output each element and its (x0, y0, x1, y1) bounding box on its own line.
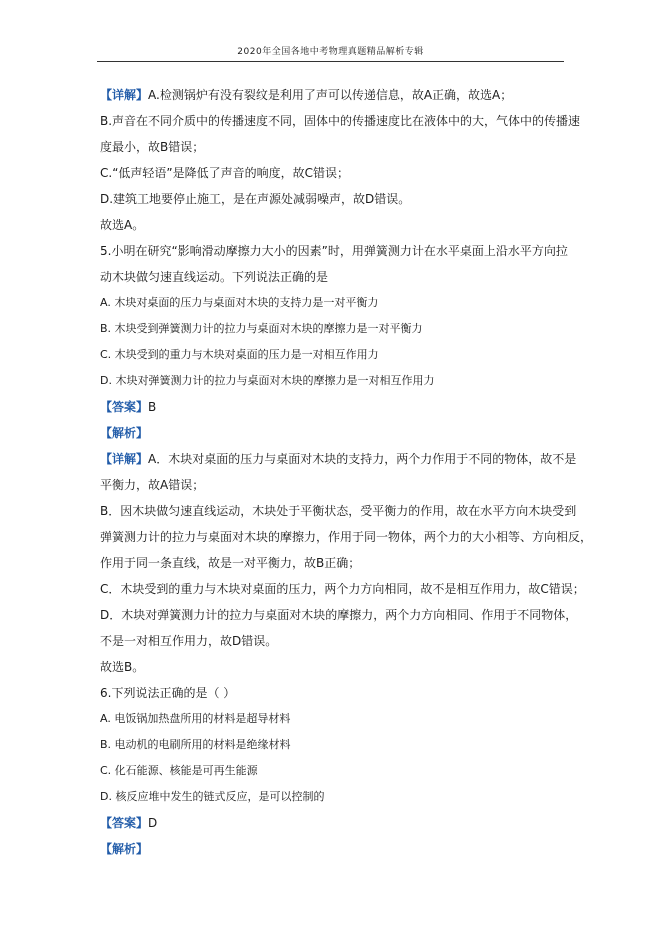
line-text: A.检测锅炉有没有裂纹是利用了声可以传递信息，故A正确，故选A； (148, 88, 513, 102)
line-text: C.“低声轻语”是降低了声音的响度，故C错误； (100, 166, 350, 180)
text-line (100, 264, 570, 290)
text-line (100, 498, 577, 524)
text-line (100, 706, 570, 732)
text-line (100, 212, 570, 238)
header-divider (97, 61, 564, 62)
line-text: D.建筑工地要停止施工，是在声源处减弱噪声，故D错误。 (100, 192, 411, 206)
text-line (100, 82, 570, 108)
line-text: C. 化石能源、核能是可再生能源 (100, 764, 258, 777)
line-text: C．木块受到的重力与木块对桌面的压力，两个力方向相同，故不是相互作用力，故C错误； (100, 582, 585, 596)
section-tag: 【解析】 (100, 842, 149, 856)
document-body (100, 82, 593, 862)
text-line (100, 134, 570, 160)
section-tag: 【详解】 (100, 88, 149, 102)
text-line (100, 342, 570, 368)
line-text: C. 木块受到的重力与木块对桌面的压力是一对相互作用力 (100, 348, 379, 361)
text-line (100, 316, 570, 342)
line-text: 6.下列说法正确的是（ ） (100, 686, 236, 700)
text-line (100, 680, 570, 706)
text-line (100, 160, 570, 186)
text-line (100, 108, 581, 134)
line-text: D. 核反应堆中发生的链式反应，是可以控制的 (100, 790, 325, 803)
section-tag: 【解析】 (100, 426, 149, 440)
line-text: B (148, 400, 157, 414)
line-text: 弹簧测力计的拉力与桌面对木块的摩擦力，作用于同一物体，两个力的大小相等、方向相反， (100, 530, 593, 544)
text-line (100, 602, 578, 628)
text-line (100, 368, 570, 394)
line-text: A. 木块对桌面的压力与桌面对木块的支持力是一对平衡力 (100, 296, 379, 309)
section-tag: 【答案】 (100, 400, 149, 414)
line-text: A. 电饭锅加热盘所用的材料是超导材料 (100, 712, 291, 725)
text-line (100, 524, 593, 550)
text-line (100, 758, 570, 784)
text-line (100, 836, 570, 862)
line-text: A．木块对桌面的压力与桌面对木块的支持力，两个力作用于不同的物体，故不是 (148, 452, 577, 466)
line-text: 平衡力，故A错误； (100, 478, 205, 492)
section-tag: 【答案】 (100, 816, 149, 830)
text-line (100, 550, 570, 576)
text-line (100, 290, 570, 316)
line-text: D (148, 816, 158, 830)
line-text: 不是一对相互作用力，故D错误。 (100, 634, 278, 648)
line-text: B. 木块受到弹簧测力计的拉力与桌面对木块的摩擦力是一对平衡力 (100, 322, 423, 335)
line-text: 故选B。 (100, 660, 145, 674)
text-line (100, 420, 570, 446)
text-line (100, 810, 570, 836)
text-line (100, 186, 570, 212)
text-line (100, 784, 570, 810)
text-line (100, 628, 570, 654)
line-text: 5.小明在研究“影响滑动摩擦力大小的因素”时，用弹簧测力计在水平桌面上沿水平方向拉 (100, 244, 568, 258)
line-text: D. 木块对弹簧测力计的拉力与桌面对木块的摩擦力是一对相互作用力 (100, 374, 435, 387)
section-tag: 【详解】 (100, 452, 149, 466)
text-line (100, 472, 570, 498)
text-line (100, 732, 570, 758)
text-line (100, 394, 570, 420)
text-line (100, 446, 577, 472)
line-text: 动木块做匀速直线运动。下列说法正确的是 (100, 270, 329, 284)
line-text: B.声音在不同介质中的传播速度不同，固体中的传播速度比在液体中的大，气体中的传播速 (100, 114, 581, 128)
page-header: 2020年全国各地中考物理真题精品解析专辑 (237, 47, 424, 57)
line-text: 故选A。 (100, 218, 145, 232)
line-text: 度最小，故B错误； (100, 140, 205, 154)
text-line (100, 576, 585, 602)
line-text: B．因木块做匀速直线运动，木块处于平衡状态，受平衡力的作用，故在水平方向木块受到 (100, 504, 577, 518)
line-text: 作用于同一条直线，故是一对平衡力，故B正确； (100, 556, 361, 570)
text-line (100, 654, 570, 680)
line-text: D．木块对弹簧测力计的拉力与桌面对木块的摩擦力，两个力方向相同、作用于不同物体， (100, 608, 578, 622)
text-line (100, 238, 570, 264)
line-text: B. 电动机的电刷所用的材料是绝缘材料 (100, 738, 291, 751)
